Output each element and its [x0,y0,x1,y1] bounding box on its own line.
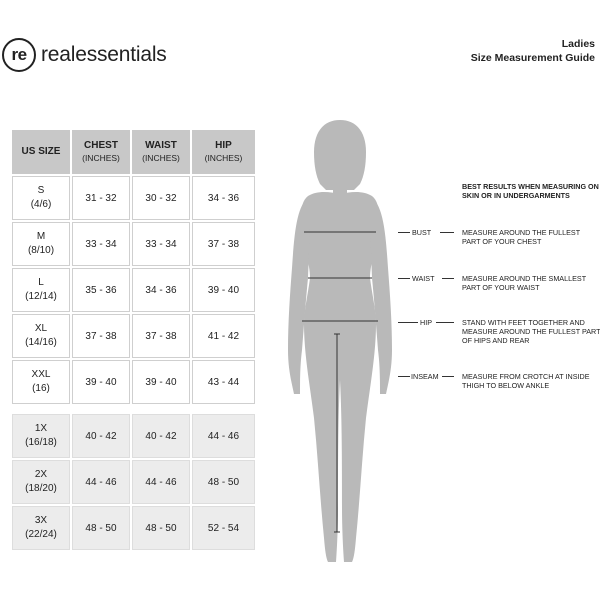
measuring-tip: BEST RESULTS WHEN MEASURING ON SKIN OR IN UNDERGARMENTS [462,182,599,200]
hip-pointer [398,322,418,323]
bust-dash [440,232,454,233]
hip-cell: 34 - 36 [192,176,255,220]
header-chest: CHEST (INCHES) [72,130,130,174]
chest-cell: 40 - 42 [72,414,130,458]
waist-cell: 44 - 46 [132,460,190,504]
body-silhouette [270,118,410,568]
size-cell: 1X (16/18) [12,414,70,458]
waist-cell: 34 - 36 [132,268,190,312]
hip-cell: 39 - 40 [192,268,255,312]
waist-cell: 40 - 42 [132,414,190,458]
chest-cell: 33 - 34 [72,222,130,266]
chest-cell: 31 - 32 [72,176,130,220]
brand-logo [2,36,167,74]
hip-cell: 41 - 42 [192,314,255,358]
waist-cell: 48 - 50 [132,506,190,550]
chest-cell: 48 - 50 [72,506,130,550]
hip-dash [436,322,454,323]
waist-cell: 39 - 40 [132,360,190,404]
waist-pointer [398,278,410,279]
inseam-pointer [398,376,410,377]
waist-dash [442,278,454,279]
table-row-plus [12,506,255,550]
bust-label: BUST [412,228,432,237]
size-cell: M (8/10) [12,222,70,266]
waist-instruction: MEASURE AROUND THE SMALLEST PART OF YOUR WAIST [462,274,586,292]
hip-label: HIP [420,318,432,327]
table-row [12,176,255,220]
brand-name: realessentials [41,43,167,66]
logo-mark: re [2,38,36,72]
inseam-instruction: MEASURE FROM CROTCH AT INSIDE THIGH TO BELOW ANKLE [462,372,590,390]
inseam-dash [442,376,454,377]
guide-title-line1: Ladies [561,38,595,50]
hip-cell: 52 - 54 [192,506,255,550]
table-row [12,314,255,358]
hip-cell: 44 - 46 [192,414,255,458]
size-cell: XL (14/16) [12,314,70,358]
header-us-size: US SIZE [12,130,70,174]
inseam-label: INSEAM [411,372,439,381]
hip-cell: 37 - 38 [192,222,255,266]
chest-cell: 44 - 46 [72,460,130,504]
chest-cell: 37 - 38 [72,314,130,358]
chest-cell: 39 - 40 [72,360,130,404]
waist-label: WAIST [412,274,435,283]
table-row [12,360,255,404]
header-hip: HIP (INCHES) [192,130,255,174]
table-gap [12,406,255,412]
guide-title-line2: Size Measurement Guide [470,52,595,64]
hip-cell: 43 - 44 [192,360,255,404]
size-cell: S (4/6) [12,176,70,220]
size-table-header [12,130,255,174]
waist-cell: 37 - 38 [132,314,190,358]
hip-cell: 48 - 50 [192,460,255,504]
table-row [12,222,255,266]
hip-instruction: STAND WITH FEET TOGETHER AND MEASURE AROUND THE FULLEST PART OF HIPS AND REAR [462,318,600,345]
size-cell: L (12/14) [12,268,70,312]
bust-pointer [398,232,410,233]
table-row-plus [12,414,255,458]
size-cell: 2X (18/20) [12,460,70,504]
waist-cell: 30 - 32 [132,176,190,220]
size-cell: 3X (22/24) [12,506,70,550]
header-waist: WAIST (INCHES) [132,130,190,174]
size-table [10,128,257,552]
size-cell: XXL (16) [12,360,70,404]
table-row-plus [12,460,255,504]
waist-cell: 33 - 34 [132,222,190,266]
bust-instruction: MEASURE AROUND THE FULLEST PART OF YOUR CHEST [462,228,580,246]
table-row [12,268,255,312]
chest-cell: 35 - 36 [72,268,130,312]
guide-title [471,37,595,65]
